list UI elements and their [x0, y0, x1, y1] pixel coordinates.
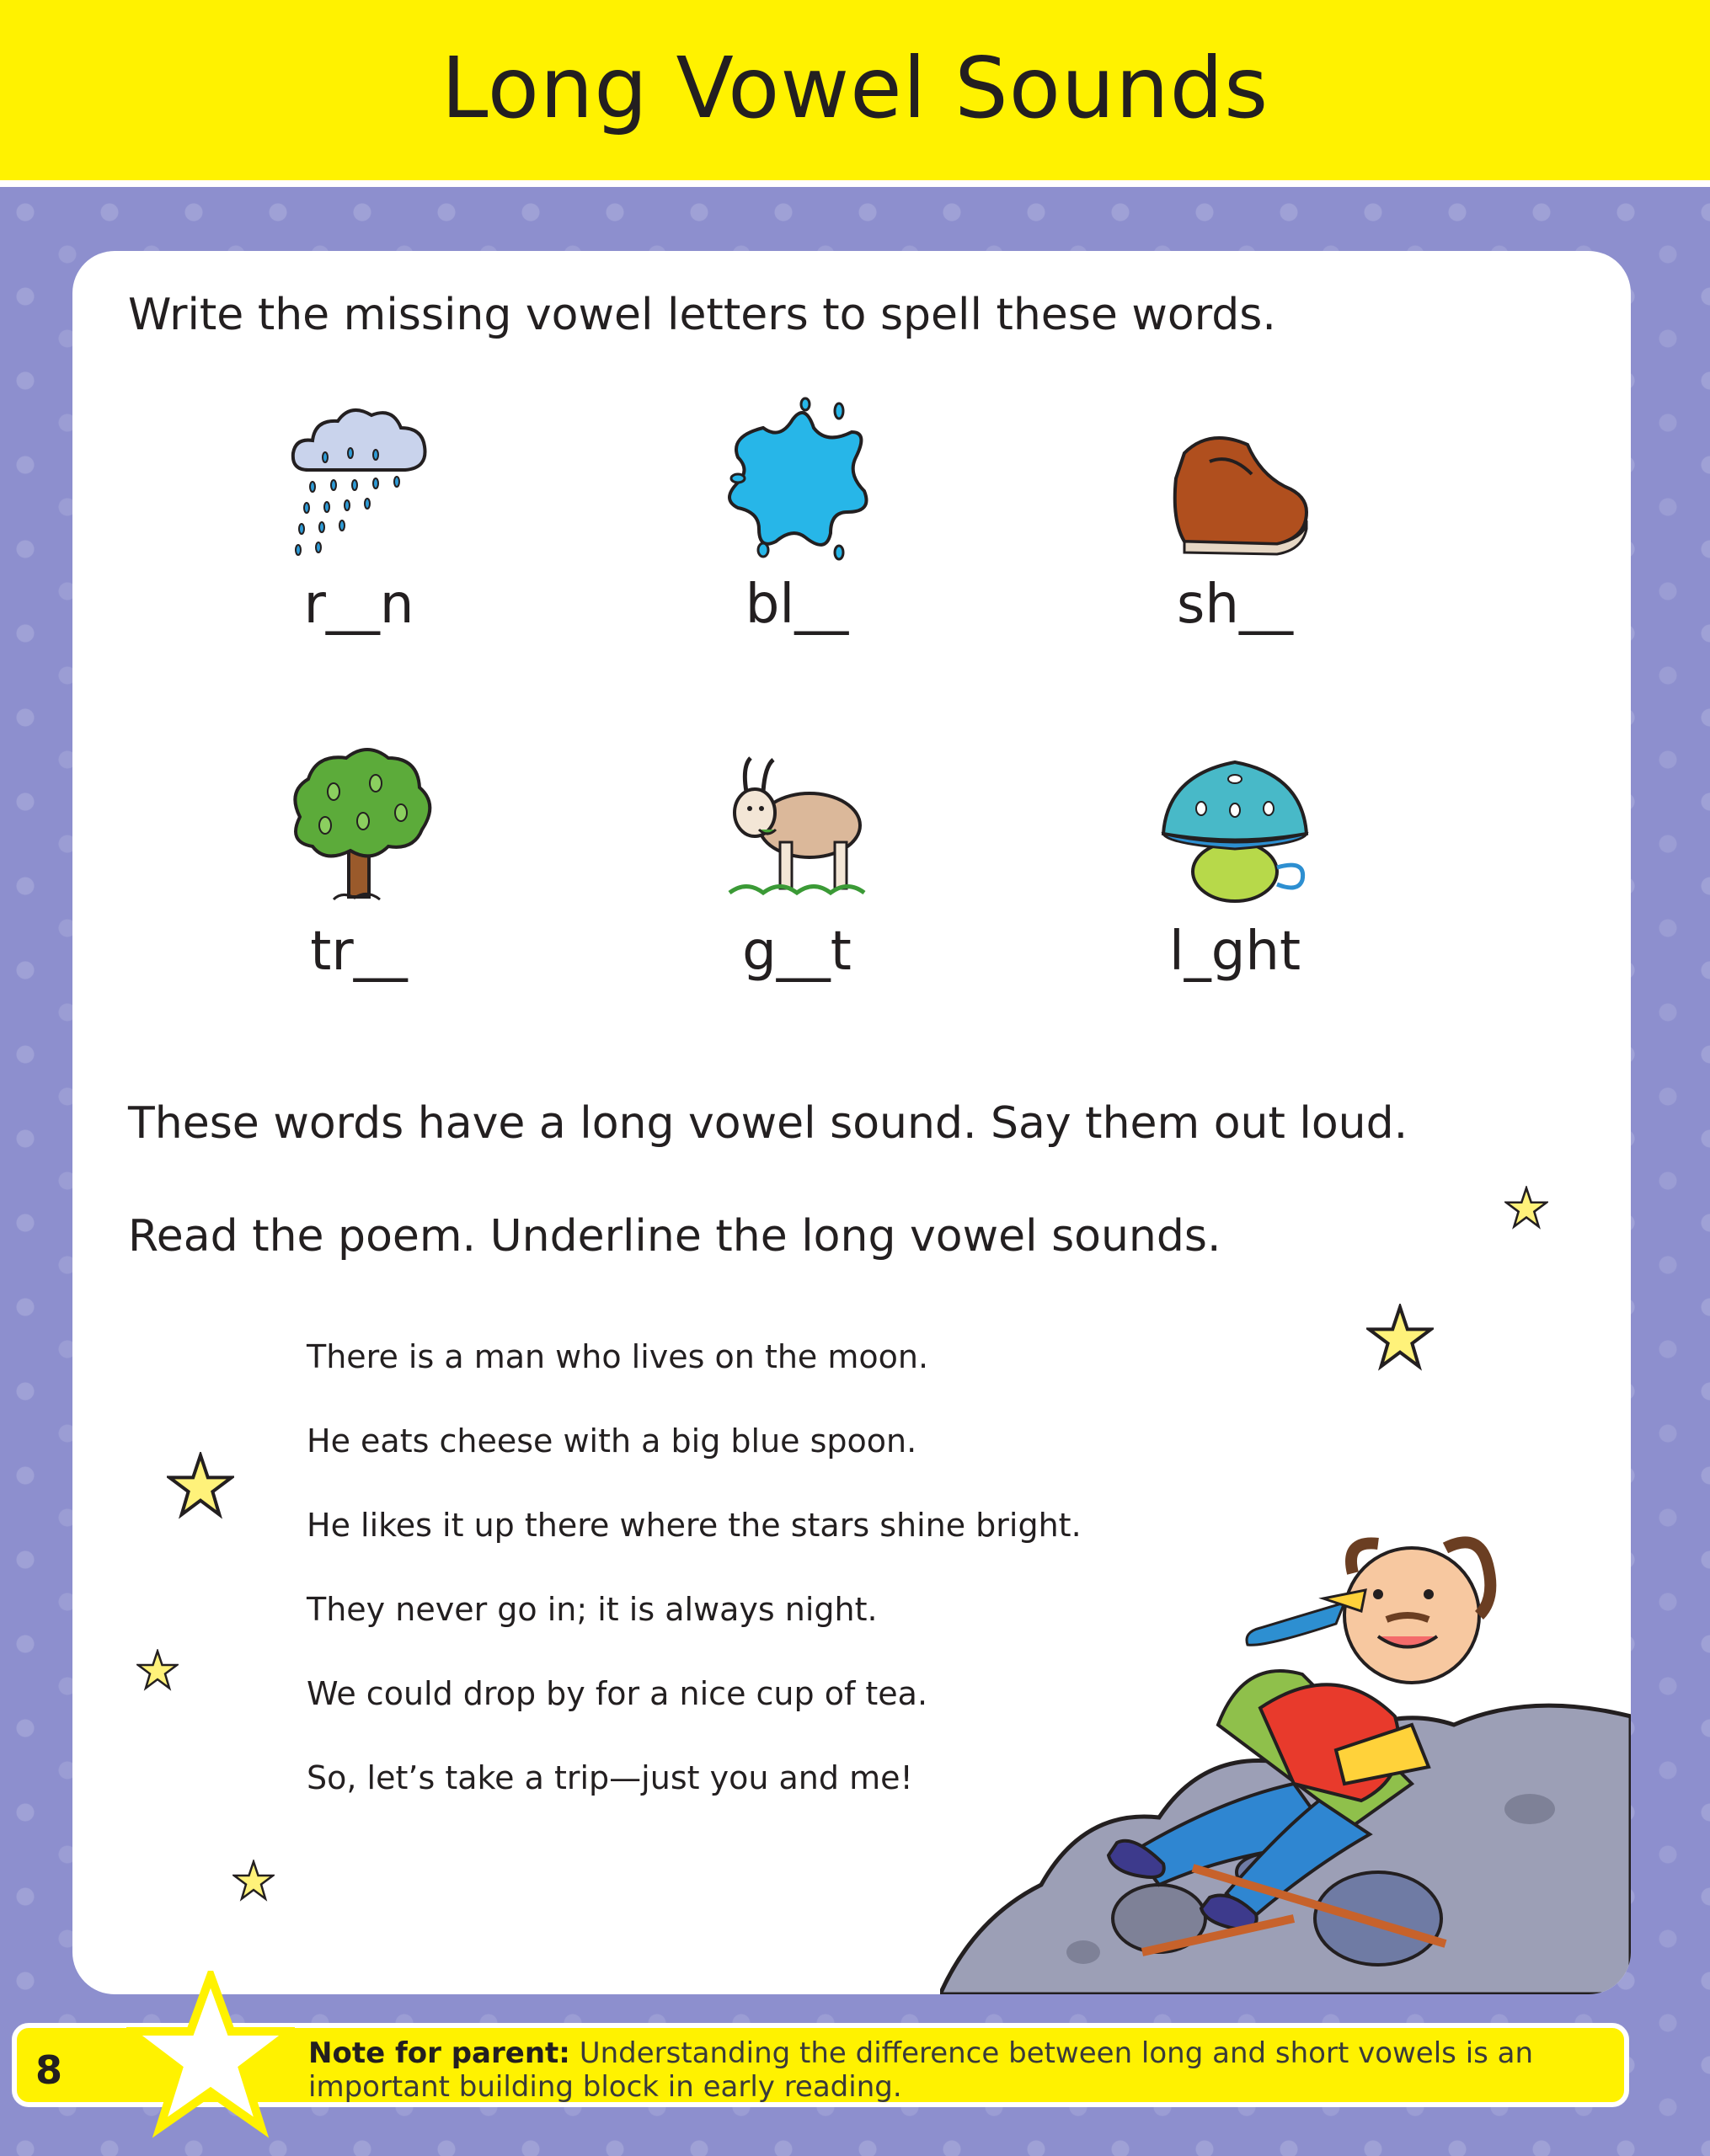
- word-item-goat: [628, 741, 965, 1027]
- poem-line: They never go in; it is always night.: [307, 1591, 878, 1628]
- rain-cloud-icon: [275, 394, 443, 563]
- word-item-tree: [190, 741, 527, 1027]
- word-item-light: [1066, 741, 1403, 1027]
- star-icon: [232, 1860, 275, 1902]
- blue-splash-icon: [713, 394, 881, 563]
- page-header: [0, 0, 1710, 187]
- star-icon: [126, 1971, 295, 2139]
- page-number: 8: [35, 2047, 63, 2093]
- worksheet-panel: [72, 251, 1631, 1994]
- man-on-moon-illustration: [940, 1447, 1631, 1994]
- instruction-poem: Read the poem. Underline the long vowel sounds.: [128, 1211, 1221, 1262]
- word-item-blue: [628, 394, 965, 680]
- word-label: r__n: [303, 574, 414, 636]
- page-title: Long Vowel Sounds: [441, 39, 1269, 137]
- word-label: bl__: [745, 574, 849, 636]
- poem-line: We could drop by for a nice cup of tea.: [307, 1675, 928, 1712]
- word-label: g__t: [742, 921, 852, 983]
- note-text: Understanding the difference between long and short vowels is an important building block in early reading.: [308, 2036, 1534, 2104]
- word-label: tr__: [310, 921, 408, 983]
- poem-line: He likes it up there where the stars shine bright.: [307, 1507, 1082, 1544]
- instruction-long-vowel-sound: These words have a long vowel sound. Say them out loud.: [128, 1098, 1408, 1149]
- poem-line: He eats cheese with a big blue spoon.: [307, 1422, 917, 1460]
- parent-note: [308, 2036, 1555, 2104]
- goat-icon: [713, 741, 881, 910]
- word-item-rain: [190, 394, 527, 680]
- lamp-icon: [1151, 741, 1319, 910]
- star-icon: [136, 1649, 179, 1691]
- star-icon: [1504, 1186, 1548, 1230]
- word-label: l_ght: [1168, 921, 1301, 983]
- star-icon: [1366, 1304, 1434, 1371]
- word-item-shoe: [1066, 394, 1403, 680]
- poem-line: So, let’s take a trip—just you and me!: [307, 1759, 913, 1796]
- star-icon: [167, 1452, 234, 1519]
- word-label: sh__: [1177, 574, 1293, 636]
- shoe-icon: [1151, 394, 1319, 563]
- poem-line: There is a man who lives on the moon.: [307, 1338, 929, 1375]
- note-label: Note for parent:: [308, 2036, 570, 2070]
- tree-icon: [275, 741, 443, 910]
- instruction-missing-vowels: Write the missing vowel letters to spell these words.: [128, 290, 1276, 340]
